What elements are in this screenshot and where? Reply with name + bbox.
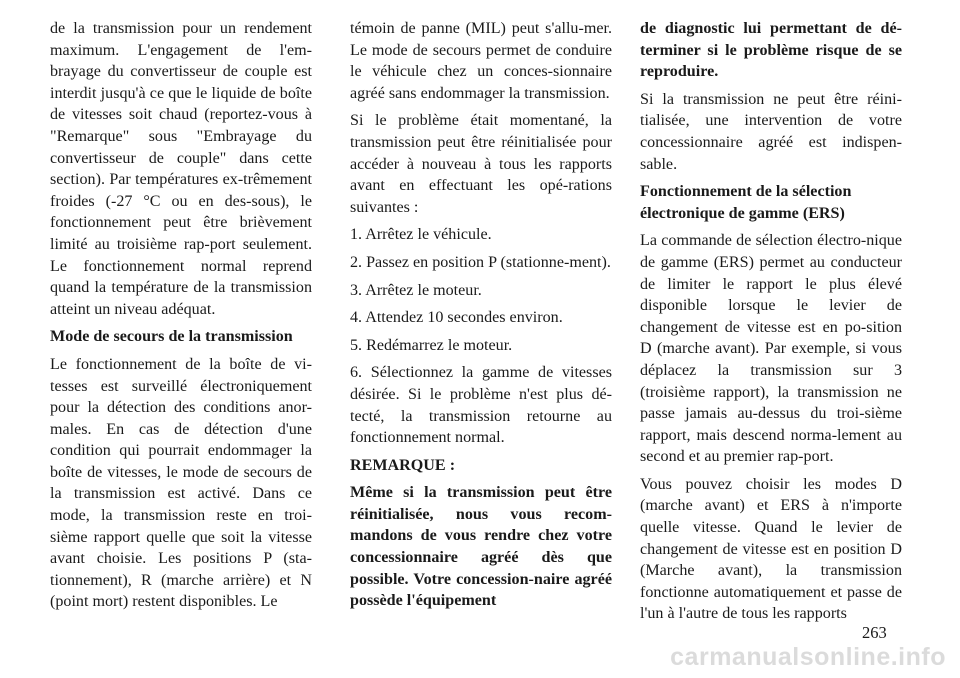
page-number: 263: [862, 623, 887, 642]
paragraph: Le fonctionnement de la boîte de vi-tesses est surveillé électroniquement pour la détection des conditions anor-males. En cas de détection d'une condition qui pourrait endommager la boîte de vitesses, le mode de secours de la transmission est activé. Dans ce mode, la transmission reste en troi-sième rapport quelle que soit la vitesse avant choisie. Les positions P (sta-tionnement), R (marche arrière) et N (point mort) restent disponibles. Le: [50, 355, 312, 611]
note-text: Même si la transmission peut être réinitialisée, nous vous recom-mandons de vous rendre chez votre concessionnaire agréé dès que possible. Votre concession-naire agréé possède l'équipement: [350, 484, 612, 610]
step-item: 1. Arrêtez le véhicule.: [350, 226, 492, 244]
paragraph: de la transmission pour un rendement maximum. L'engagement de l'em-brayage du convertisseur de couple est interdit jusqu'à ce que le liquide de boîte de vitesses soit chaud (reportez-vous à "Remarque" sous "Embrayage du convertisseur de couple" dans cette section). Par températures ex-trêmement froides (-27 °C ou en des-sous), le fonctionnement peut être brièvement limité au troisième rap-port seulement. Le fonctionnement normal reprend quand la température de la transmission atteint un niveau adéquat.: [50, 20, 312, 318]
paragraph: Si le problème était momentané, la transmission peut être réinitialisée pour accéder à nouveau à tous les rapports avant en effectuant les opé-rations suivantes :: [350, 112, 612, 216]
section-heading: Fonctionnement de la sélection électronique de gamme (ERS): [640, 183, 852, 222]
step-item: 4. Attendez 10 secondes environ.: [350, 309, 563, 327]
text-column-2: [350, 18, 612, 612]
paragraph: témoin de panne (MIL) peut s'allu-mer. Le mode de secours permet de conduire le véhicule chez un conces-sionnaire agréé sans endommager la transmission.: [350, 20, 612, 102]
watermark-logo: carmanualsonline.info: [670, 643, 946, 671]
text-column-3: [640, 18, 902, 631]
section-heading: Mode de secours de la transmission: [50, 328, 293, 346]
step-item: 6. Sélectionnez la gamme de vitesses désirée. Si le problème n'est plus dé-tecté, la transmission retourne au fonctionnement normal.: [350, 364, 612, 447]
paragraph: Vous pouvez choisir les modes D (marche avant) et ERS à n'importe quelle vitesse. Quand le levier de changement de vitesse est en position D (Marche avant), la transmission fonctionne automatiquement et passe de l'un à l'autre de tous les rapports: [640, 475, 902, 623]
step-item: 5. Redémarrez le moteur.: [350, 336, 513, 354]
note-label: REMARQUE :: [350, 456, 456, 474]
paragraph: Si la transmission ne peut être réini-tialisée, une intervention de votre concessionnaire agréé est indispen-sable.: [640, 90, 902, 173]
step-item: 2. Passez en position P (stationne-ment).: [350, 253, 611, 271]
step-item: 3. Arrêtez le moteur.: [350, 281, 482, 299]
paragraph: La commande de sélection électro-nique de gamme (ERS) permet au conducteur de limiter le rapport le plus élevé disponible lorsque le levier de changement de vitesse est en po-sition D (marche avant). Par exemple, si vous déplacez la transmission sur 3 (troisième rapport), la transmission ne passe jamais au-dessus du troi-sième rapport, mais descend norma-lement au second et au premier rap-port.: [640, 232, 902, 466]
text-column-1: [50, 18, 312, 619]
note-text-continued: de diagnostic lui permettant de dé-terminer si le problème risque de se reproduire.: [640, 20, 902, 81]
